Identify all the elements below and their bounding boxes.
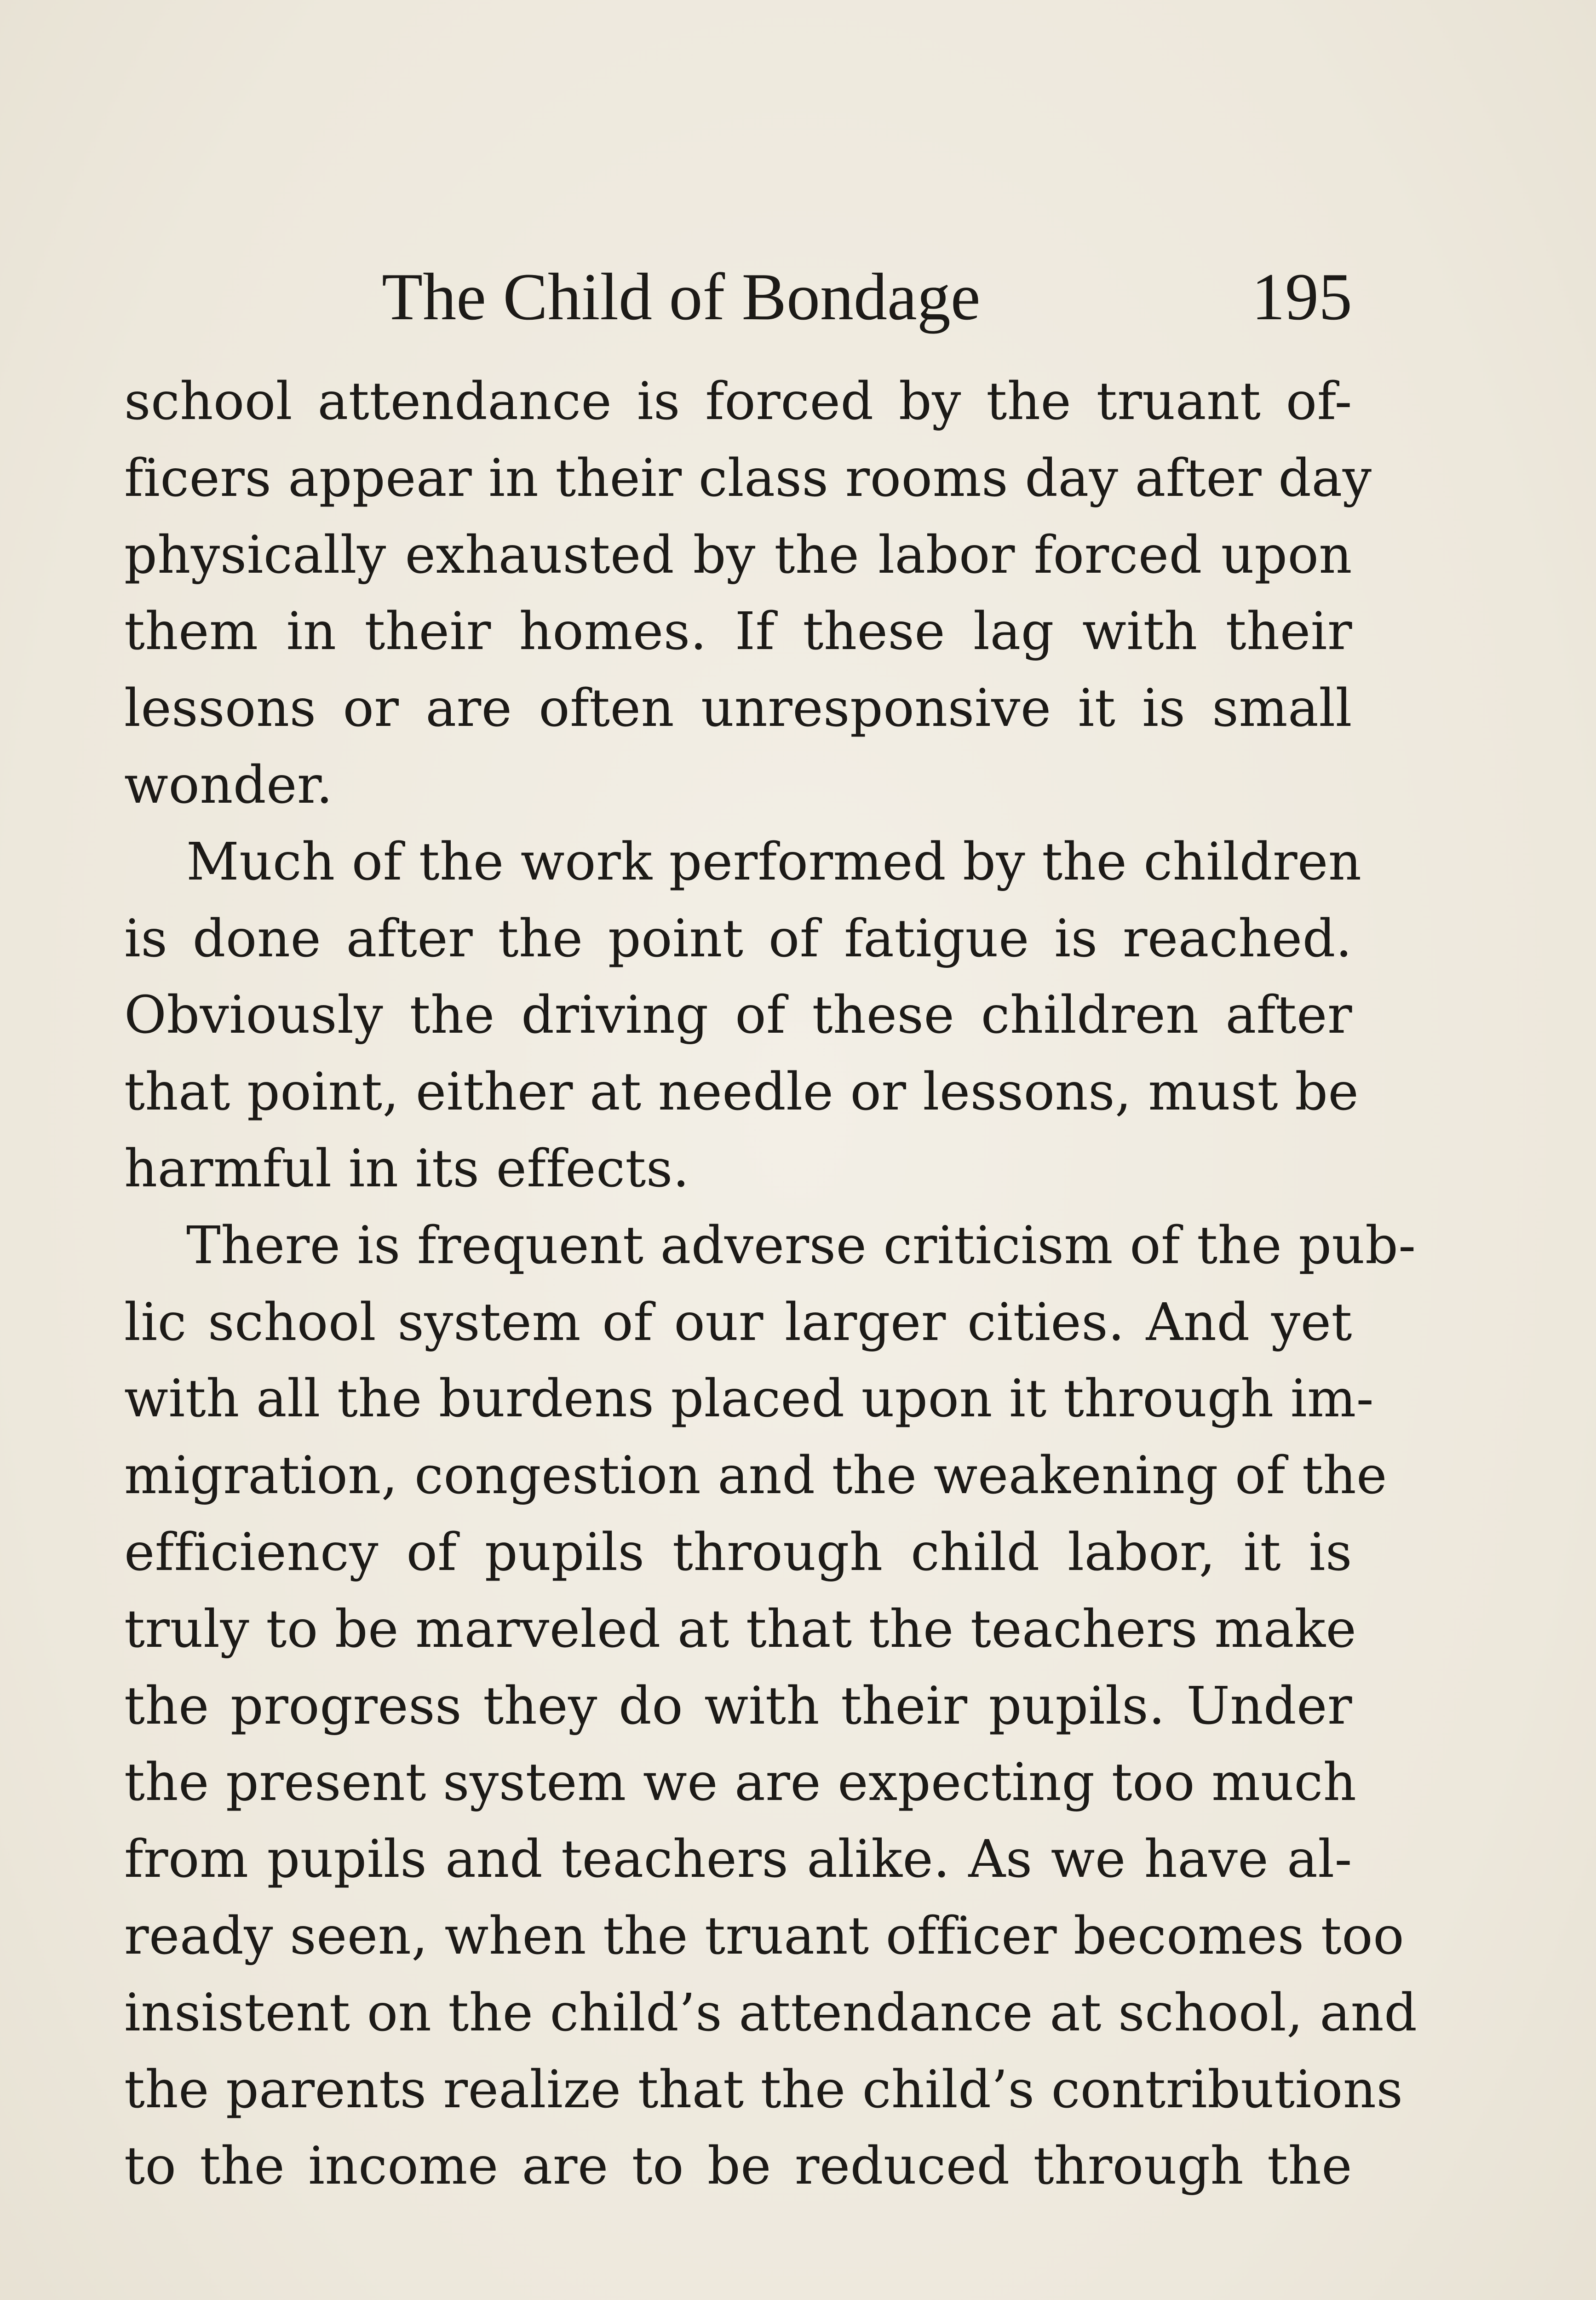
text-line: the progress they do with their pupils. Under — [124, 1676, 1352, 1736]
text-line: the parents realize that the child’s contributions — [124, 2059, 1403, 2120]
text-line: the present system we are expecting too much — [124, 1753, 1357, 1813]
text-line: them in their homes. If these lag with their — [124, 602, 1352, 662]
text-line: insistent on the child’s attendance at school, and — [124, 1983, 1418, 2043]
text-line: from pupils and teachers alike. As we have al- — [124, 1829, 1352, 1890]
text-line: efficiency of pupils through child labor, it is — [124, 1522, 1352, 1582]
text-line: lessons or are often unresponsive it is small — [124, 678, 1352, 739]
running-head — [124, 258, 1352, 336]
text-line: wonder. — [124, 755, 333, 815]
text-line: migration, congestion and the weakening of the — [124, 1446, 1387, 1506]
text-line: There is frequent adverse criticism of the pub- — [186, 1215, 1416, 1276]
text-line: Much of the work performed by the children — [186, 832, 1362, 892]
text-line: harmful in its effects. — [124, 1138, 689, 1199]
text-line: Obviously the driving of these children after — [124, 985, 1352, 1046]
text-line: with all the burdens placed upon it through im- — [124, 1369, 1374, 1429]
text-line: to the income are to be reduced through the — [124, 2136, 1352, 2196]
running-head-title: The Child of Bondage — [382, 259, 981, 334]
text-line: physically exhausted by the labor forced upon — [124, 525, 1352, 585]
page-number: 195 — [1252, 259, 1352, 334]
text-line: truly to be marveled at that the teachers make — [124, 1599, 1357, 1659]
text-line: is done after the point of fatigue is reached. — [124, 908, 1352, 969]
text-line: ready seen, when the truant officer becomes too — [124, 1906, 1405, 1966]
text-line: ficers appear in their class rooms day after day — [124, 448, 1372, 508]
text-line: lic school system of our larger cities. And yet — [124, 1292, 1352, 1352]
body-text — [124, 363, 1418, 2205]
text-line: that point, either at needle or lessons, must be — [124, 1062, 1359, 1122]
text-line: school attendance is forced by the truant of- — [124, 372, 1352, 431]
